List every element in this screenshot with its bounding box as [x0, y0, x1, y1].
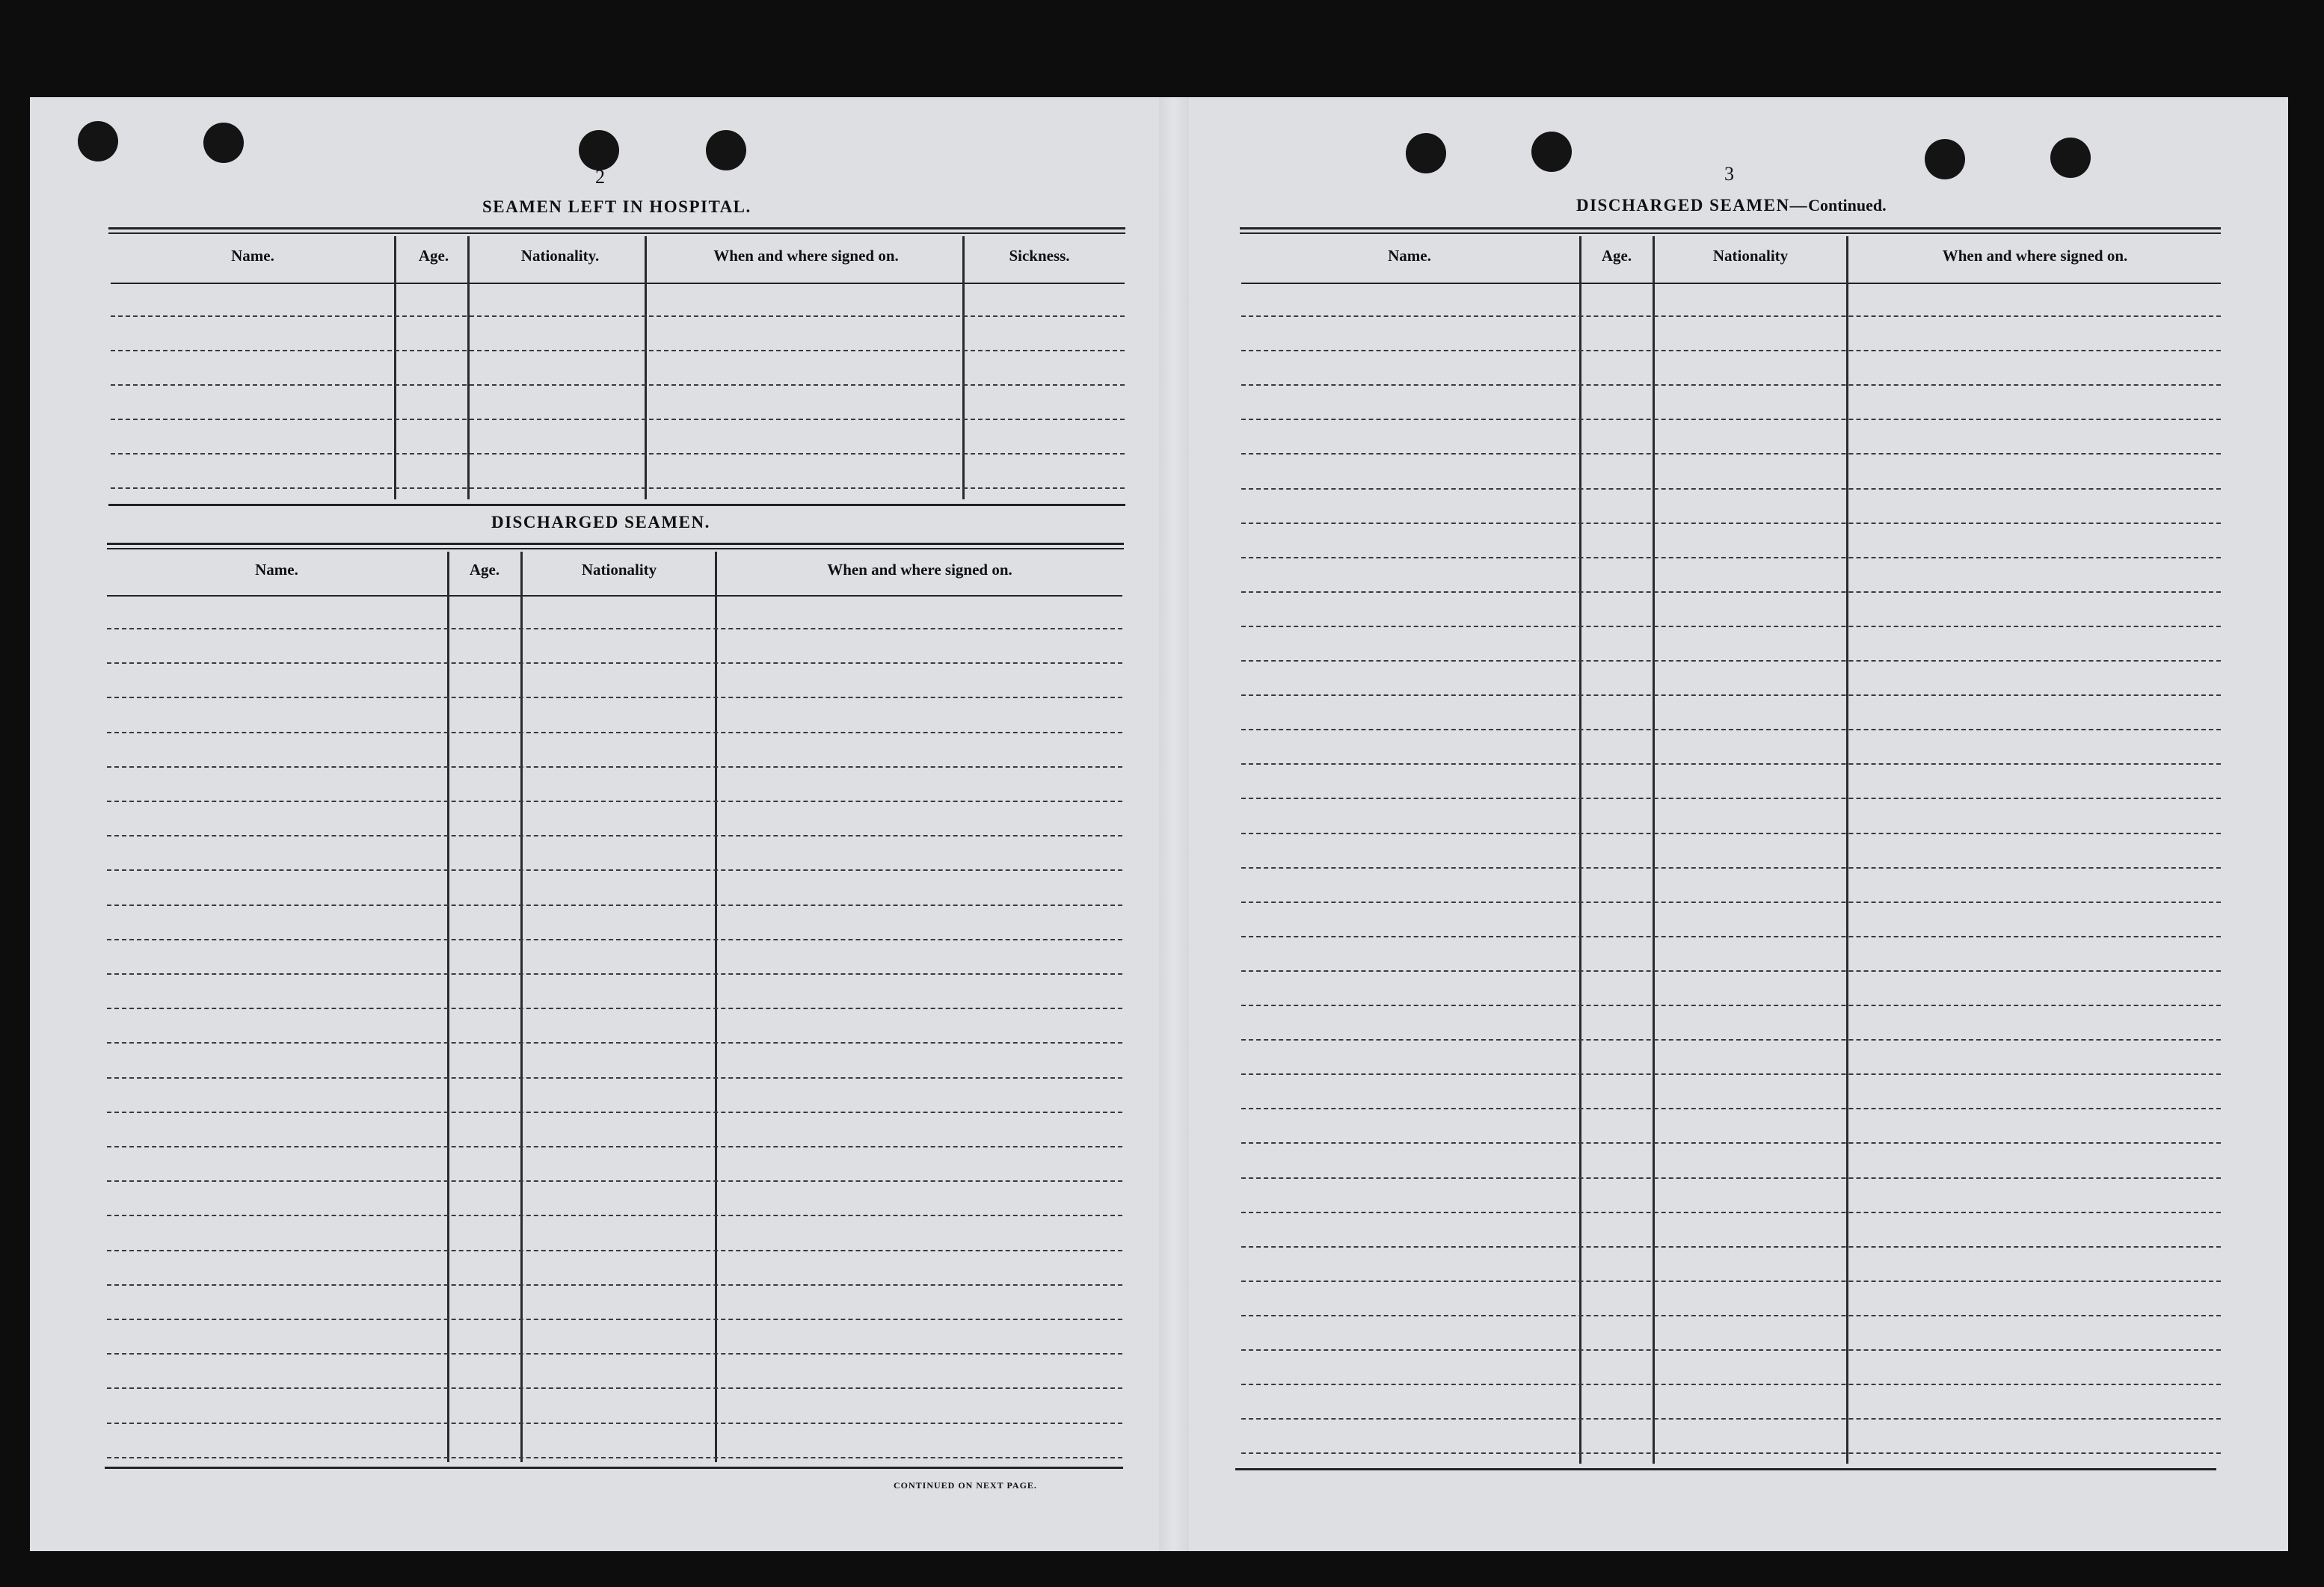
ruled-line: [1241, 1384, 2221, 1385]
ruled-line: [1241, 936, 2221, 937]
ruled-line: [107, 1353, 1122, 1355]
hospital-col-divider: [962, 236, 965, 499]
ruled-line: [107, 1215, 1122, 1216]
ruled-line: [1241, 833, 2221, 834]
ruled-line: [107, 1284, 1122, 1286]
ruled-line: [1241, 1039, 2221, 1041]
hospital-col-divider: [645, 236, 647, 499]
continued-note: CONTINUED ON NEXT PAGE.: [894, 1480, 1037, 1491]
ruled-line: [111, 350, 1125, 351]
hospital-col-divider: [394, 236, 396, 499]
ruled-line: [1241, 1073, 2221, 1075]
ruled-line: [107, 835, 1122, 836]
ruled-line: [111, 487, 1125, 489]
ruled-line: [1241, 1349, 2221, 1351]
page-number-left: 2: [595, 166, 605, 188]
ruled-line: [107, 628, 1122, 629]
ruled-line: [1241, 1177, 2221, 1179]
ruled-line: [107, 905, 1122, 906]
ruled-line: [1241, 1246, 2221, 1248]
hospital-col-sickness: Sickness.: [1009, 247, 1070, 265]
ruled-line: [107, 1180, 1122, 1182]
ruled-line: [1241, 557, 2221, 558]
continued-header-rule: [1241, 283, 2221, 284]
ruled-line: [1241, 1315, 2221, 1316]
page-number-right: 3: [1724, 163, 1734, 185]
ruled-line: [107, 1077, 1122, 1079]
ruled-line: [1241, 350, 2221, 351]
ruled-line: [107, 732, 1122, 733]
ruled-line: [1241, 660, 2221, 662]
ruled-line: [111, 384, 1125, 386]
punch-hole: [1925, 139, 1965, 179]
continued-section-title: [1576, 196, 1887, 215]
punch-hole: [579, 130, 619, 170]
ruled-line: [107, 973, 1122, 975]
ruled-line: [111, 419, 1125, 420]
ruled-line: [1241, 694, 2221, 696]
continued-col-age: Age.: [1601, 247, 1632, 265]
discharged-top-rule: [107, 543, 1124, 545]
ruled-line: [111, 453, 1125, 454]
ruled-line: [1241, 453, 2221, 454]
ruled-line: [107, 1457, 1122, 1458]
ruled-line: [107, 1112, 1122, 1113]
page-fold: [1159, 97, 1189, 1551]
ruled-line: [1241, 1142, 2221, 1144]
ruled-line: [1241, 970, 2221, 972]
hospital-header-rule: [111, 283, 1125, 284]
hospital-col-name: Name.: [231, 247, 274, 265]
ruled-line: [107, 801, 1122, 802]
discharged-section-title: DISCHARGED SEAMEN.: [491, 513, 710, 531]
ruled-line: [107, 1146, 1122, 1147]
discharged-col-divider: [520, 552, 523, 1462]
ruled-line: [1241, 1281, 2221, 1282]
continued-col-name: Name.: [1388, 247, 1431, 265]
hospital-bottom-rule: [108, 504, 1125, 506]
continued-col-divider: [1653, 236, 1655, 1464]
discharged-col-when-where: When and where signed on.: [827, 561, 1012, 579]
ruled-line: [1241, 1452, 2221, 1454]
discharged-col-name: Name.: [255, 561, 298, 579]
continued-col-divider: [1579, 236, 1581, 1464]
discharged-header-rule: [107, 595, 1122, 597]
ruled-line: [1241, 419, 2221, 420]
ruled-line: [1241, 729, 2221, 730]
hospital-col-age: Age.: [418, 247, 449, 265]
hospital-col-when-where: When and where signed on.: [713, 247, 899, 265]
hospital-top-rule-2: [108, 232, 1125, 234]
ruled-line: [1241, 384, 2221, 386]
continued-top-rule-2: [1240, 232, 2221, 234]
hospital-col-divider: [467, 236, 470, 499]
ruled-line: [107, 1008, 1122, 1009]
continued-col-nationality: Nationality: [1712, 247, 1789, 265]
ruled-line: [107, 869, 1122, 871]
hospital-section-title: SEAMEN LEFT IN HOSPITAL.: [482, 197, 751, 216]
continued-title-suffix: Continued.: [1808, 196, 1887, 215]
ruled-line: [1241, 902, 2221, 903]
punch-hole: [706, 130, 746, 170]
punch-hole: [203, 123, 244, 163]
discharged-top-rule-2: [107, 548, 1124, 549]
ruled-line: [107, 1250, 1122, 1251]
ruled-line: [107, 662, 1122, 664]
continued-col-divider: [1846, 236, 1848, 1464]
continued-top-rule: [1240, 227, 2221, 229]
ruled-line: [1241, 626, 2221, 627]
ruled-line: [1241, 1005, 2221, 1006]
ruled-line: [107, 697, 1122, 698]
ruled-line: [107, 939, 1122, 940]
ruled-line: [1241, 1108, 2221, 1109]
punch-hole: [2050, 138, 2091, 178]
ruled-line: [1241, 763, 2221, 765]
ruled-line: [1241, 1418, 2221, 1420]
ruled-line: [107, 1042, 1122, 1044]
ruled-line: [107, 1423, 1122, 1424]
ruled-line: [107, 1319, 1122, 1320]
ruled-line: [111, 315, 1125, 317]
discharged-col-divider: [715, 552, 717, 1462]
continued-title-main: DISCHARGED SEAMEN—: [1576, 196, 1809, 215]
ruled-line: [1241, 867, 2221, 869]
form-sheet: [30, 97, 2288, 1551]
ruled-line: [1241, 523, 2221, 524]
ruled-line: [1241, 315, 2221, 317]
continued-bottom-rule: [1235, 1468, 2216, 1470]
discharged-col-age: Age.: [469, 561, 500, 579]
ruled-line: [1241, 591, 2221, 593]
hospital-top-rule: [108, 227, 1125, 229]
ruled-line: [107, 1387, 1122, 1389]
punch-hole: [1406, 133, 1446, 173]
discharged-bottom-rule: [105, 1467, 1123, 1469]
hospital-col-nationality: Nationality.: [520, 247, 600, 265]
continued-col-when-where: When and where signed on.: [1942, 247, 2128, 265]
ruled-line: [1241, 488, 2221, 490]
ruled-line: [107, 766, 1122, 768]
ruled-line: [1241, 1212, 2221, 1213]
punch-hole: [78, 121, 118, 161]
punch-hole: [1531, 132, 1572, 172]
discharged-col-divider: [447, 552, 449, 1462]
ruled-line: [1241, 798, 2221, 799]
discharged-col-nationality: Nationality: [581, 561, 657, 579]
